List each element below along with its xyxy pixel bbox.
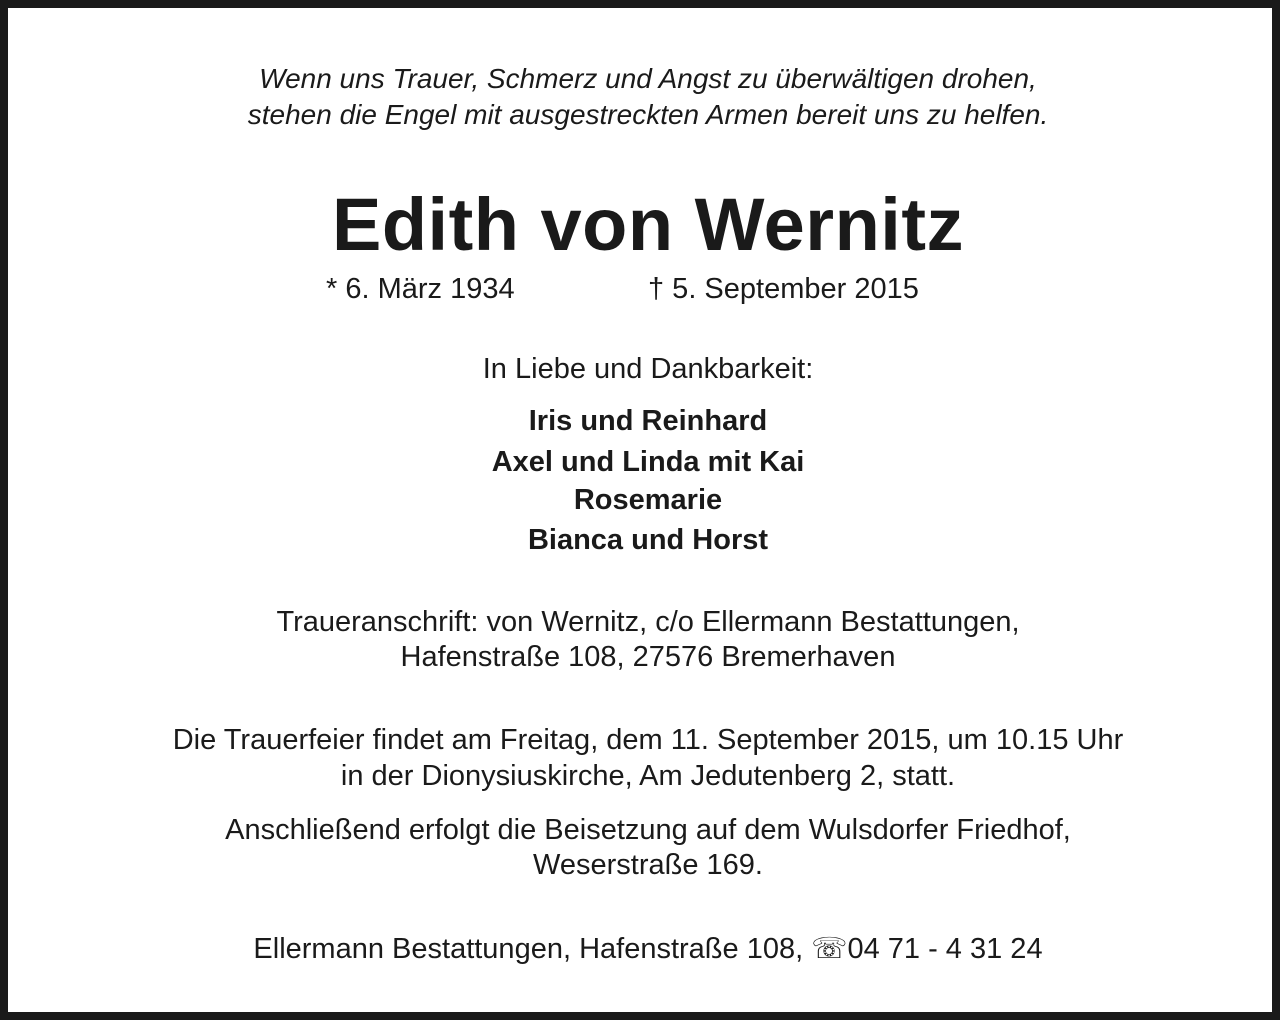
burial-line-2: Weserstraße 169. <box>533 849 763 881</box>
address-line-1: Traueranschrift: von Wernitz, c/o Ellermann Bestattungen, <box>276 606 1020 638</box>
deceased-name: Edith von Wernitz <box>331 183 964 266</box>
undertaker-address: Ellermann Bestattungen, Hafenstraße 108, <box>253 933 804 965</box>
mourner-name: Rosemarie <box>573 484 723 516</box>
mourners-intro: In Liebe und Dankbarkeit: <box>482 353 814 385</box>
phone-icon: ☏ <box>811 933 848 965</box>
phone-number: 04 71 - 4 31 24 <box>847 933 1043 965</box>
motto-line-1: Wenn uns Trauer, Schmerz und Angst zu überwältigen drohen, <box>259 63 1037 94</box>
ceremony-line-1: Die Trauerfeier findet am Freitag, dem 11. September 2015, um 10.15 Uhr <box>172 724 1124 756</box>
birth-date: * 6. März 1934 <box>326 273 515 305</box>
undertaker-contact <box>8 932 1280 967</box>
address-line-2: Hafenstraße 108, 27576 Bremerhaven <box>400 641 896 673</box>
mourner-name: Axel und Linda mit Kai <box>491 446 805 478</box>
life-dates <box>8 272 1280 306</box>
burial-line-1: Anschließend erfolgt die Beisetzung auf dem Wulsdorfer Friedhof, <box>225 814 1071 846</box>
mourner-name: Iris und Reinhard <box>528 405 768 437</box>
mourner-name: Bianca und Horst <box>527 524 769 556</box>
ceremony-line-2: in der Dionysiuskirche, Am Jedutenberg 2, statt. <box>340 760 956 792</box>
death-date: † 5. September 2015 <box>648 273 919 305</box>
motto-line-2: stehen die Engel mit ausgestreckten Armen bereit uns zu helfen. <box>247 99 1049 130</box>
